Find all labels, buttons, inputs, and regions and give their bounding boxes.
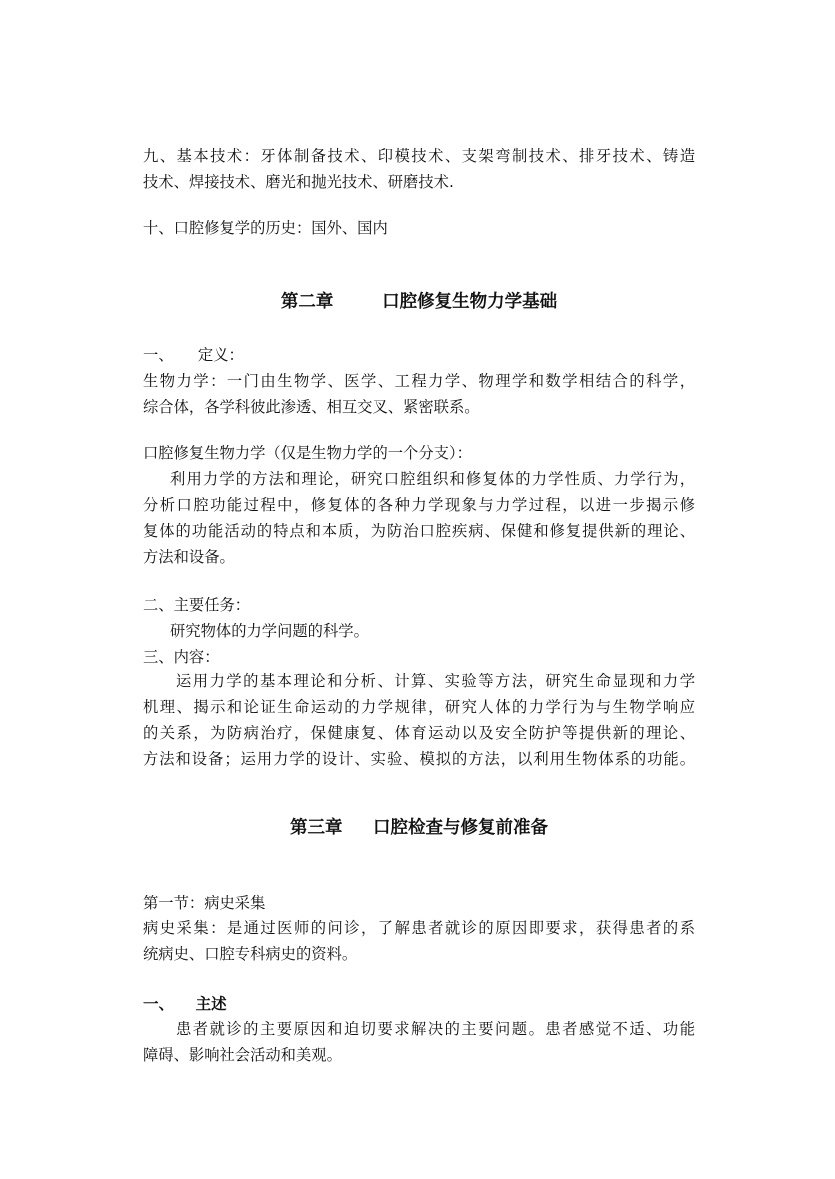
c2-task-heading: 二、主要任务： bbox=[143, 596, 251, 614]
c2-oral-line3: 复体的功能活动的特点和本质，为防治口腔疾病、保健和修复提供新的理论、 bbox=[143, 522, 695, 540]
c3-history-line1: 病史采集：是通过医师的问诊，了解患者就诊的原因即要求，获得患者的系 bbox=[143, 919, 695, 937]
c2-content-line1: 运用力学的基本理论和分析、计算、实验等方法，研究生命显现和力学 bbox=[176, 672, 695, 690]
c2-oral-line4: 方法和设备。 bbox=[143, 548, 235, 566]
c2-content-line3: 的关系，为防病治疗，保健康复、体育运动以及安全防护等提供新的理论、 bbox=[143, 724, 695, 742]
c3-history-line2: 统病史、口腔专科病史的资料。 bbox=[143, 945, 358, 963]
c3-chief-line1: 患者就诊的主要原因和迫切要求解决的主要问题。患者感觉不适、功能 bbox=[176, 1020, 695, 1038]
c2-content-line4: 方法和设备；运用力学的设计、实验、模拟的方法，以利用生物体系的功能。 bbox=[143, 750, 695, 768]
c2-oral-line2: 分析口腔功能过程中，修复体的各种力学现象与力学过程，以进一步揭示修 bbox=[143, 496, 695, 514]
c2-task-line1: 研究物体的力学问题的科学。 bbox=[170, 622, 369, 640]
chapter2-title: 第二章 口腔修复生物力学基础 bbox=[280, 292, 558, 312]
c2-oral-line1: 利用力学的方法和理论，研究口腔组织和修复体的力学性质、力学行为， bbox=[170, 470, 695, 488]
c2-oral-biomechanics-heading: 口腔修复生物力学（仅是生物力学的一个分支）： bbox=[143, 444, 472, 462]
item9-line1: 九、基本技术：牙体制备技术、印模技术、支架弯制技术、排牙技术、铸造 bbox=[143, 147, 695, 165]
item10-line: 十、口腔修复学的历史：国外、国内 bbox=[143, 219, 388, 237]
c2-definition-line1: 生物力学：一门由生物学、医学、工程力学、物理学和数学相结合的科学， bbox=[143, 372, 695, 390]
c3-chief-line2: 障碍、影响社会活动和美观。 bbox=[143, 1046, 342, 1064]
c2-definition-heading: 一、 定义： bbox=[143, 346, 244, 364]
c3-section1-heading: 第一节：病史采集 bbox=[143, 894, 266, 912]
c2-definition-line2: 综合体，各学科彼此渗透、相互交叉、紧密联系。 bbox=[143, 398, 480, 416]
item9-line2: 技术、焊接技术、磨光和抛光技术、研磨技术. bbox=[143, 173, 454, 191]
c3-chief-complaint-heading: 一、 主述 bbox=[143, 995, 227, 1013]
chapter3-title: 第三章 口腔检查与修复前准备 bbox=[290, 818, 548, 838]
c2-content-heading: 三、内容： bbox=[143, 648, 220, 666]
c2-content-line2: 机理、揭示和论证生命运动的力学规律，研究人体的力学行为与生物学响应 bbox=[143, 698, 695, 716]
